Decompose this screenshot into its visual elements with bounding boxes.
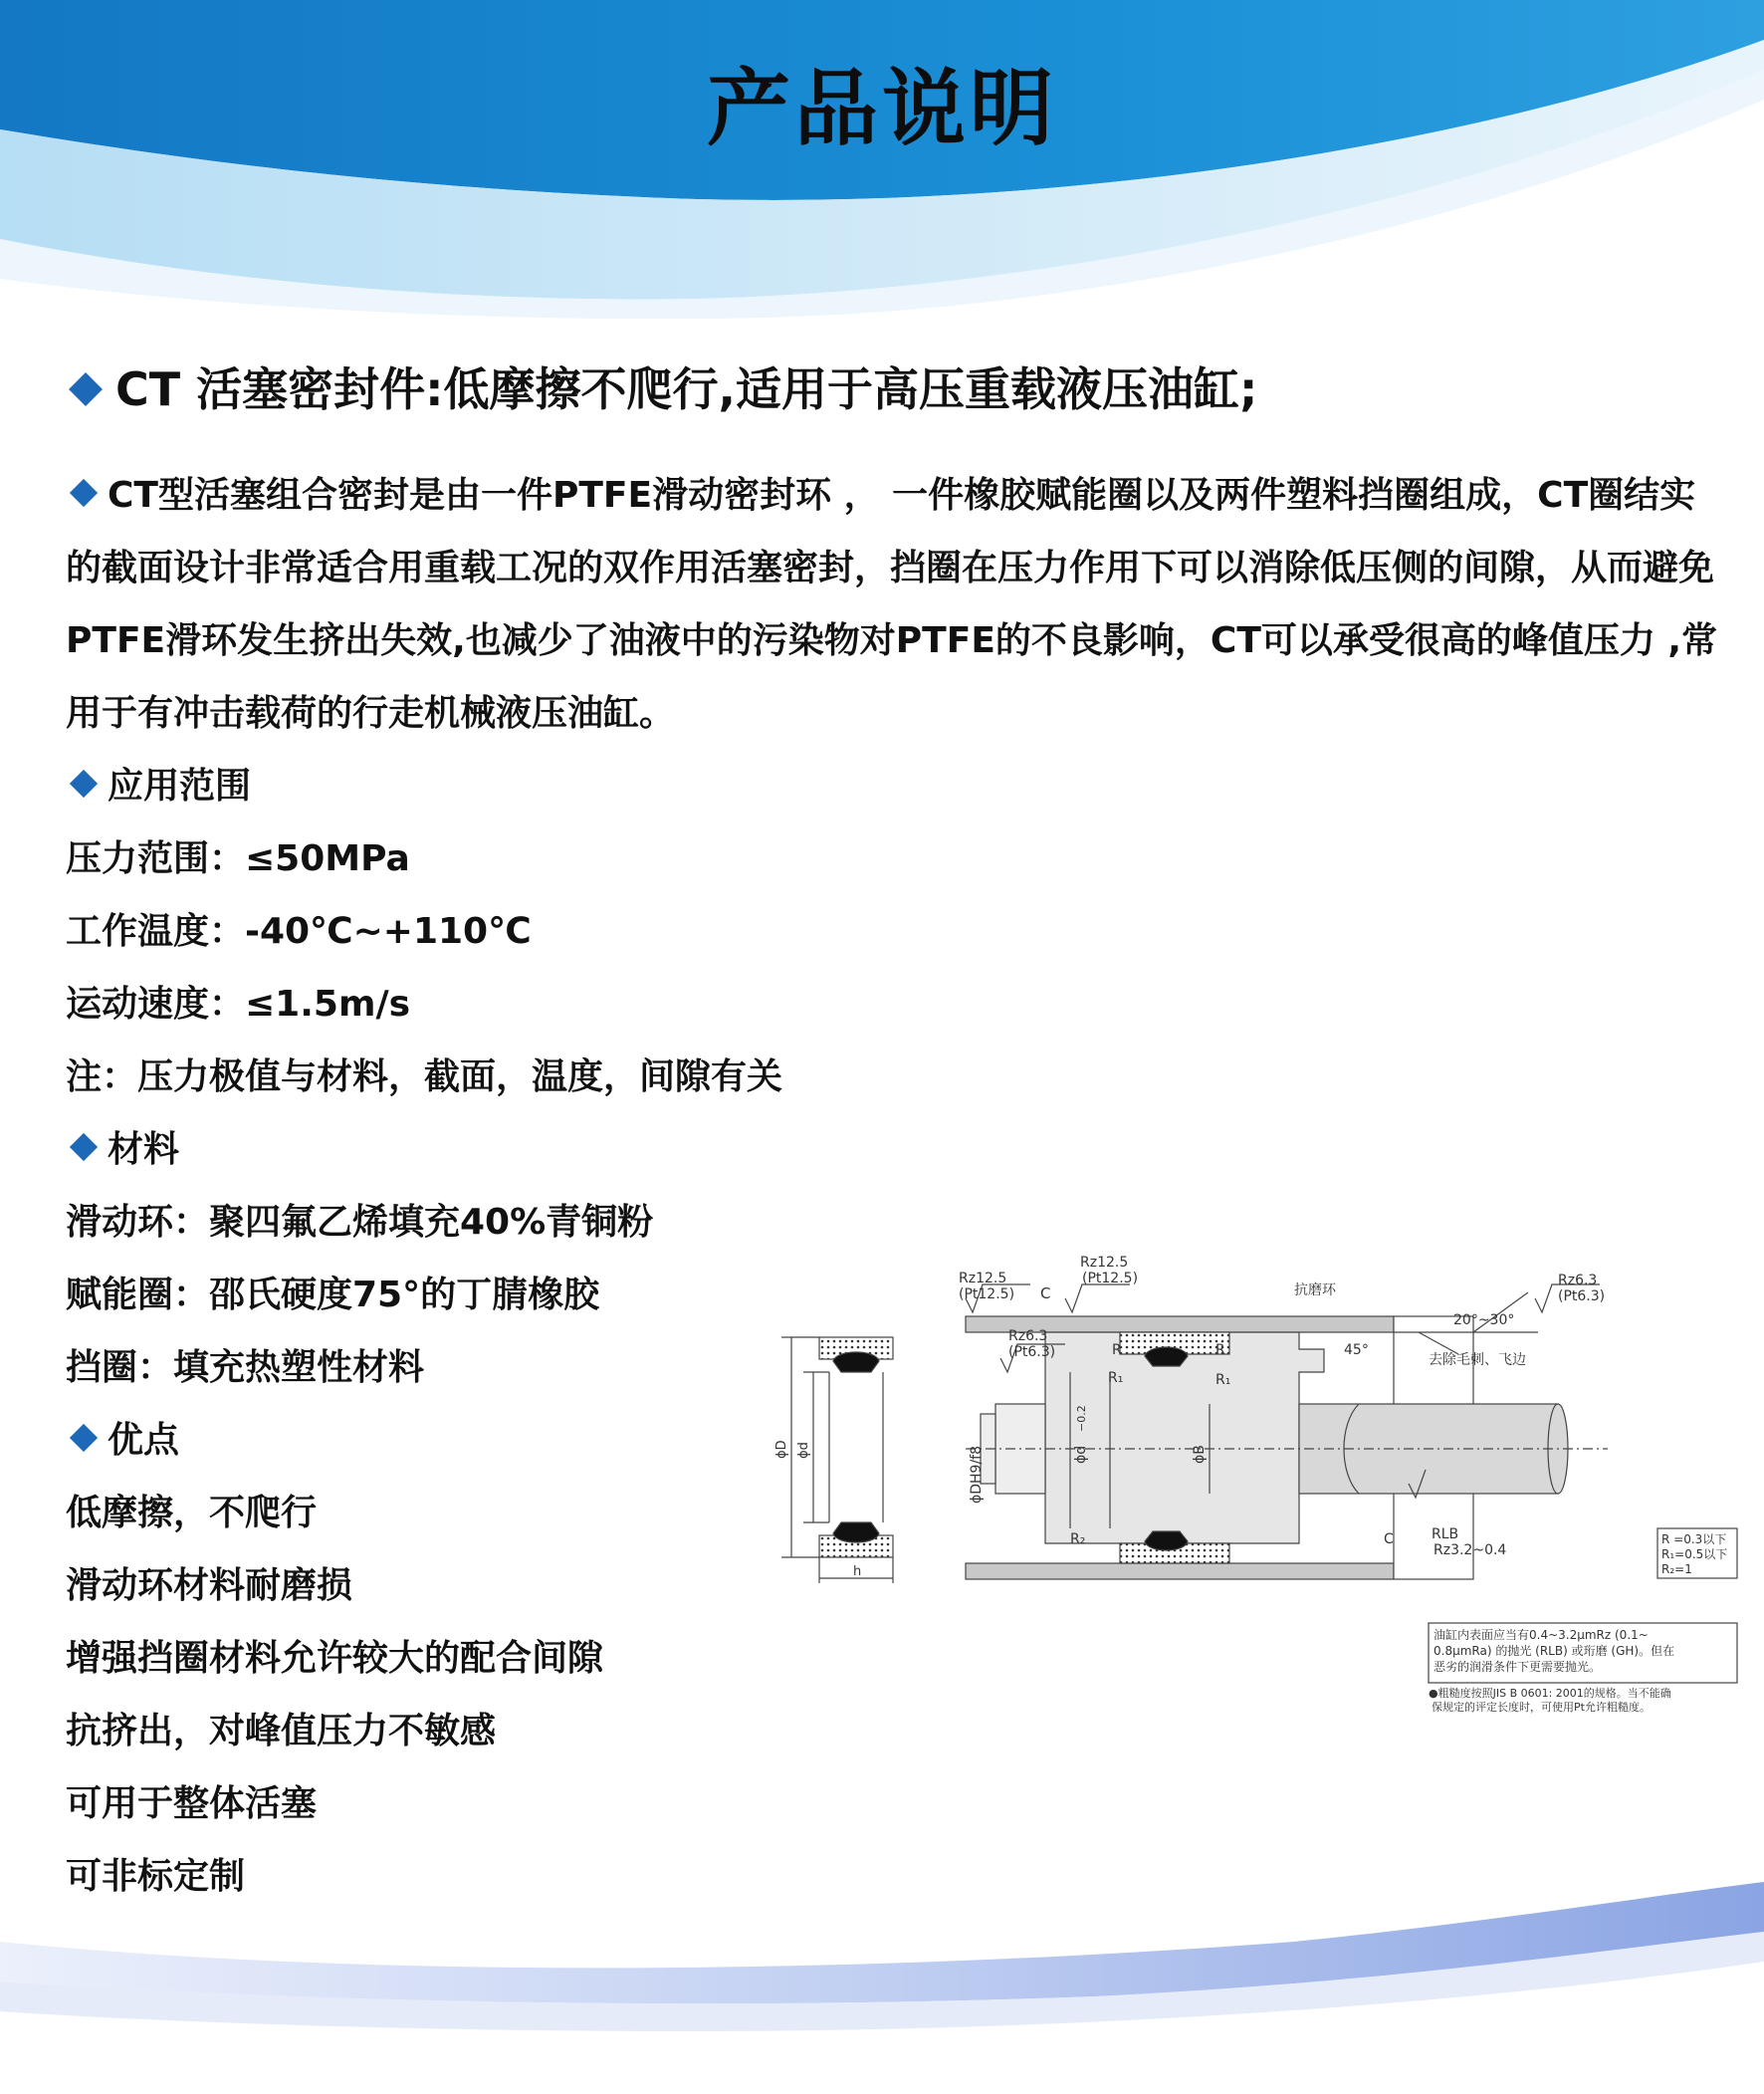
application-line: 注：压力极值与材料，截面，温度，间隙有关 bbox=[66, 1056, 783, 1097]
page-title: 产品说明 bbox=[706, 60, 1057, 157]
r-value: R₁=0.5以下 bbox=[1661, 1547, 1728, 1561]
roughness-label: (Pt12.5) bbox=[959, 1286, 1015, 1302]
advantages-line: 抗挤出，对峰值压力不敏感 bbox=[66, 1711, 497, 1751]
bore-diameter-label: ϕDH9/f8 bbox=[969, 1445, 985, 1504]
seal-id-label: ϕd bbox=[796, 1442, 811, 1459]
chamfer-label: C bbox=[1384, 1531, 1394, 1547]
materials-heading-text: 材料 bbox=[108, 1129, 180, 1170]
wear-ring-label: 抗磨环 bbox=[1294, 1282, 1336, 1298]
roughness-label: (Pt6.3) bbox=[1008, 1344, 1056, 1360]
radius-label: R bbox=[1215, 1342, 1225, 1358]
diamond-bullet-icon bbox=[70, 1424, 98, 1452]
diamond-bullet-icon bbox=[70, 479, 98, 507]
intro-heading bbox=[66, 353, 1718, 419]
seal-width-label: h bbox=[853, 1564, 862, 1579]
note-line: 0.8μmRa) 的抛光 (RLB) 或珩磨 (GH)。但在 bbox=[1433, 1644, 1675, 1658]
roughness-label: (Pt6.3) bbox=[1558, 1288, 1606, 1304]
tolerance-label: −0.2 bbox=[1075, 1405, 1088, 1432]
materials-heading bbox=[66, 1113, 1718, 1186]
application-heading bbox=[66, 750, 1718, 822]
roughness-label: Rz12.5 bbox=[1080, 1255, 1129, 1271]
roughness-label: Rz3.2~0.4 bbox=[1433, 1542, 1507, 1558]
seal-od-label: ϕD bbox=[774, 1440, 789, 1459]
footnote-line: ●粗糙度按照JIS B 0601: 2001的规格。当不能确 bbox=[1429, 1687, 1671, 1700]
diamond-bullet-icon bbox=[69, 372, 103, 406]
advantages-line: 增强挡圈材料允许较大的配合间隙 bbox=[66, 1638, 604, 1679]
piston-diameter-label: ϕB bbox=[1192, 1445, 1208, 1464]
application-line: 工作温度：-40℃~+110℃ bbox=[66, 911, 532, 952]
note-line: 油缸内表面应当有0.4~3.2μmRz (0.1~ bbox=[1433, 1628, 1649, 1642]
radius-label: R bbox=[1112, 1342, 1122, 1358]
materials-line: 赋能圈：邵氏硬度75°的丁腈橡胶 bbox=[66, 1275, 600, 1315]
intro-paragraph bbox=[66, 459, 1718, 750]
groove-diameter-label: ϕd bbox=[1073, 1445, 1089, 1464]
advantages-heading-text: 优点 bbox=[108, 1420, 180, 1461]
advantages-line: 可非标定制 bbox=[66, 1856, 246, 1897]
seal-cross-section bbox=[781, 1337, 893, 1583]
roughness-label: Rz12.5 bbox=[959, 1271, 1007, 1286]
radius-label: R₁ bbox=[1108, 1370, 1124, 1386]
diamond-bullet-icon bbox=[70, 770, 98, 798]
materials-line: 滑动环：聚四氟乙烯填充40%青铜粉 bbox=[66, 1202, 654, 1243]
cylinder-assembly bbox=[966, 1292, 1608, 1579]
diagram-footnote: 保规定的评定长度时，可使用Pt允许粗糙度。 bbox=[1432, 1701, 1651, 1714]
intro-paragraph-text: CT型活塞组合密封是由一件PTFE滑动密封环 ， 一件橡胶赋能圈以及两件塑料挡圈组成，CT圈结实的截面设计非常适合用重载工况的双作用活塞密封，挡圈在压力作用下可以消除低压侧的间隙，从而避免PTFE滑环发生挤出失效,也减少了油液中的污染物对PTFE的不良影响，CT可以承受很高的峰值压力 ,常用于有冲击载荷的行走机械液压油缸。 bbox=[66, 475, 1718, 734]
advantages-line: 可用于整体活塞 bbox=[66, 1783, 318, 1824]
chamfer-label: C bbox=[1040, 1284, 1051, 1302]
rlb-label: RLB bbox=[1432, 1526, 1459, 1542]
application-heading-text: 应用范围 bbox=[108, 766, 252, 807]
roughness-label: (Pt12.5) bbox=[1082, 1271, 1139, 1286]
application-line: 运动速度：≤1.5m/s bbox=[66, 984, 411, 1025]
seal-installation-diagram bbox=[742, 1255, 1737, 1700]
r-value: R =0.3以下 bbox=[1661, 1532, 1727, 1546]
diamond-bullet-icon bbox=[70, 1133, 98, 1161]
materials-line: 挡圈：填充热塑性材料 bbox=[66, 1347, 425, 1388]
advantages-line: 滑动环材料耐磨损 bbox=[66, 1565, 353, 1606]
deburr-label: 去除毛刺、飞边 bbox=[1429, 1352, 1526, 1368]
angle-label: 45° bbox=[1344, 1342, 1369, 1358]
angle-label: 20°~30° bbox=[1453, 1312, 1515, 1328]
advantages-line: 低摩擦，不爬行 bbox=[66, 1493, 318, 1533]
intro-heading-text: CT 活塞密封件:低摩擦不爬行,适用于高压重载液压油缸; bbox=[115, 362, 1258, 416]
r-value: R₂=1 bbox=[1661, 1562, 1692, 1576]
roughness-label: Rz6.3 bbox=[1008, 1328, 1048, 1344]
radius-label: R₁ bbox=[1215, 1372, 1231, 1388]
note-line: 恶劣的润滑条件下更需要抛光。 bbox=[1433, 1660, 1602, 1674]
application-line: 压力范围：≤50MPa bbox=[66, 838, 410, 879]
radius-label: R₂ bbox=[1070, 1531, 1086, 1547]
roughness-label: Rz6.3 bbox=[1558, 1273, 1598, 1288]
